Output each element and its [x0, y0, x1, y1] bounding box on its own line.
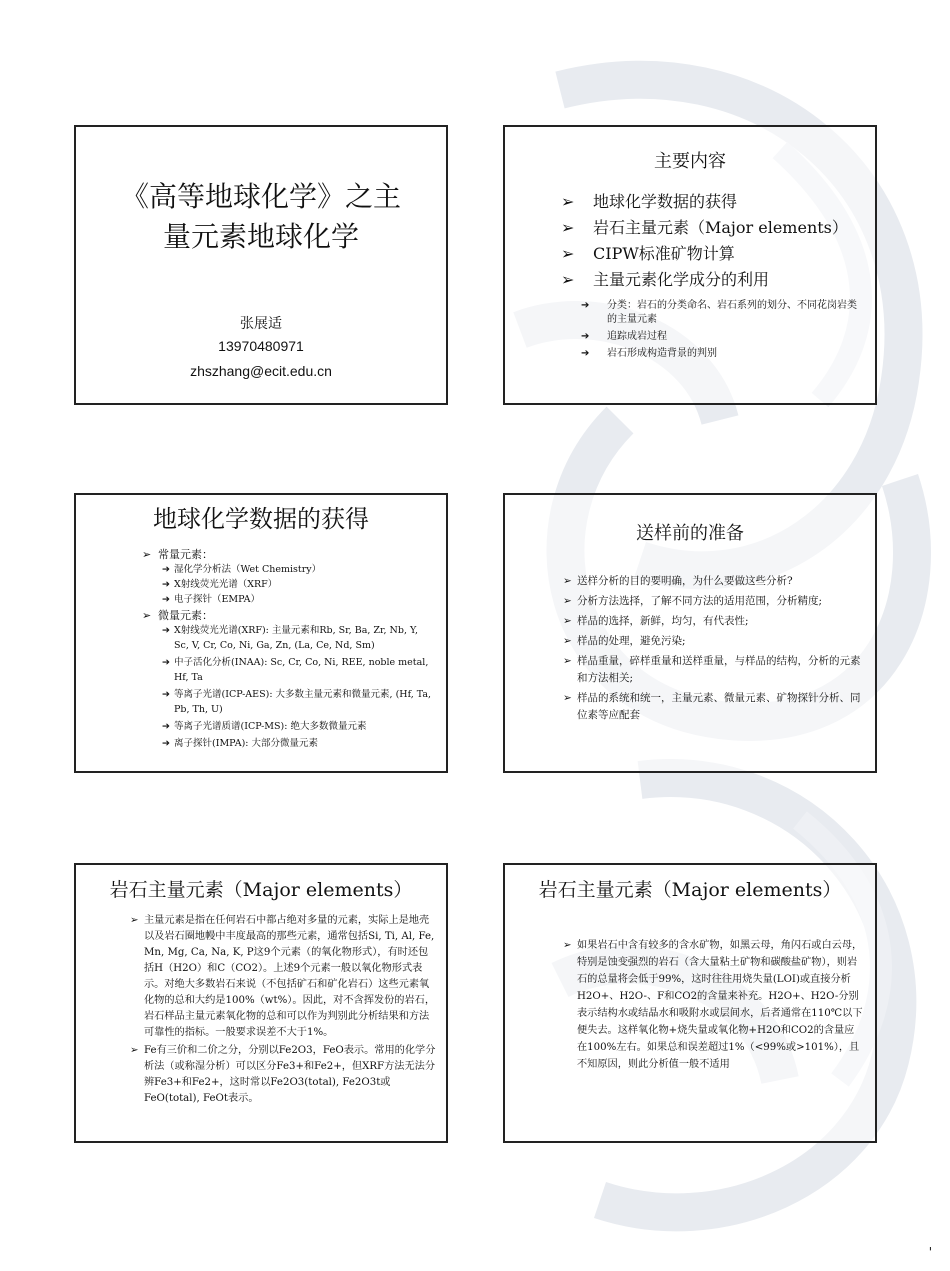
data-acquisition-heading: 地球化学数据的获得	[153, 505, 369, 533]
preparation-item: ➢ 样品重量，碎样重量和送样重量，与样品的结构，分析的元素和方法相关;	[563, 653, 861, 687]
contents-item: ➢ 地球化学数据的获得	[561, 189, 865, 215]
preparation-list	[563, 573, 861, 724]
slide-title-heading: 《高等地球化学》之主量元素地球化学	[120, 180, 401, 253]
preparation-item: ➢ 送样分析的目的要明确，为什么要做这些分析?	[563, 573, 861, 590]
author-phone: 13970480971	[218, 338, 304, 354]
major-methods-list	[162, 562, 432, 607]
hydrous-minerals-paragraph: ➢ 如果岩石中含有较多的含水矿物，如黑云母，角闪石或白云母，特别是蚀变强烈的岩石（含大量粘土矿物和碳酸盐矿物），则岩石的总量将会低于99%，这时往往用烧失量(LOI)或直接分析H2O+、H2O-、F和CO2的含量来补充。H2O+、H2O-分别表示结构水或结晶水和吸附水或层间水，后者通常在110℃以下便失去。这样氧化物+烧失量或氧化物+H2O和CO2的含量应在100%左右。如果总和误差超过1%（<99%或>101%），且不知原因，则此分析值一般不适用	[563, 937, 863, 1073]
slide-title	[74, 125, 448, 405]
contents-item: ➢ 主量元素化学成分的利用	[561, 267, 865, 293]
slide-major-elements-2	[503, 863, 877, 1143]
contents-list	[561, 189, 865, 293]
trace-methods-list	[162, 623, 432, 751]
major-elements-heading-2: 岩石主量元素（Major elements）	[538, 879, 842, 901]
contents-item: ➢ 岩石主量元素（Major elements）	[561, 215, 865, 241]
preparation-item: ➢ 分析方法选择，了解不同方法的适用范围，分析精度;	[563, 593, 861, 610]
iron-oxidation-paragraph: ➢ Fe有三价和二价之分，分别以Fe2O3，FeO表示。常用的化学分析法（或称湿分析）可以区分Fe3+和Fe2+，但XRF方法无法分辨Fe3+和Fe2+，这时常以Fe2O3(total), Fe2O3t或FeO(total), FeOt表示。	[130, 1043, 436, 1107]
methods-block	[142, 547, 432, 751]
major-elements-list-1	[130, 913, 436, 1107]
method-item: ➔ 等离子光谱质谱(ICP-MS): 绝大多数微量元素	[162, 719, 432, 734]
preparation-item: ➢ 样品的处理，避免污染;	[563, 633, 861, 650]
trace-elements-label: ➢ 微量元素：	[142, 608, 432, 623]
major-elements-heading-1: 岩石主量元素（Major elements）	[109, 879, 413, 901]
method-item: ➔ 等离子光谱(ICP-AES): 大多数主量元素和微量元素, (Hf, Ta, Pb, Th, U)	[162, 687, 432, 717]
method-item: ➔ X射线荧光光谱(XRF): 主量元素和Rb, Sr, Ba, Zr, Nb, Y, Sc, V, Cr, Co, Ni, Ga, Zn, (La, Ce, Nd, Sm)	[162, 623, 432, 653]
preparation-item: ➢ 样品的选择，新鲜，均匀，有代表性;	[563, 613, 861, 630]
method-item: ➔ 电子探针（EMPA）	[162, 592, 432, 607]
method-item: ➔ 中子活化分析(INAA): Sc, Cr, Co, Ni, REE, noble metal, Hf, Ta	[162, 655, 432, 685]
slide-major-elements-1	[74, 863, 448, 1143]
author-email: zhszhang@ecit.edu.cn	[190, 363, 332, 379]
contents-item: ➢ CIPW标准矿物计算	[561, 241, 865, 267]
contents-sublist	[581, 299, 861, 361]
contents-subitem: ➔ 岩石形成构造背景的判别	[581, 347, 861, 361]
author-name: 张展适	[240, 316, 282, 332]
slide-data-acquisition	[74, 493, 448, 773]
method-item: ➔ 离子探针(IMPA): 大部分微量元素	[162, 736, 432, 751]
major-elements-paragraph: ➢ 主量元素是指在任何岩石中都占绝对多量的元素，实际上是地壳以及岩石圈地幔中丰度最高的那些元素，通常包括Si, Ti, Al, Fe, Mn, Mg, Ca, Na, K, P这9个元素（的氧化物形式），有时还包括H（H2O）和C（CO2）。上述9个元素一般以氧化物形式表示。对绝大多数岩石来说（不包括矿石和矿化岩石）这些元素氧化物的总和大约是100%（wt%）。因此，对不含挥发份的岩石，岩石样品主量元素氧化物的总和可以作为判别此分析结果和方法可靠性的指标。一般要求误差不大于1%。	[130, 913, 436, 1041]
slide-contents	[503, 125, 877, 405]
major-elements-list-2	[563, 937, 863, 1073]
contents-heading: 主要内容	[654, 151, 726, 172]
preparation-item: ➢ 样品的系统和统一，主量元素、微量元素、矿物探针分析、同位素等应配套	[563, 690, 861, 724]
major-elements-label: ➢ 常量元素：	[142, 547, 432, 562]
method-item: ➔ 湿化学分析法（Wet Chemistry）	[162, 562, 432, 577]
contents-subitem: ➔ 分类：岩石的分类命名、岩石系列的划分、不同花岗岩类的主量元素	[581, 299, 861, 327]
sample-preparation-heading: 送样前的准备	[636, 523, 744, 544]
method-item: ➔ X射线荧光光谱（XRF）	[162, 577, 432, 592]
slide-sample-preparation	[503, 493, 877, 773]
page-corner-mark: '	[928, 1245, 932, 1259]
contents-subitem: ➔ 追踪成岩过程	[581, 330, 861, 344]
